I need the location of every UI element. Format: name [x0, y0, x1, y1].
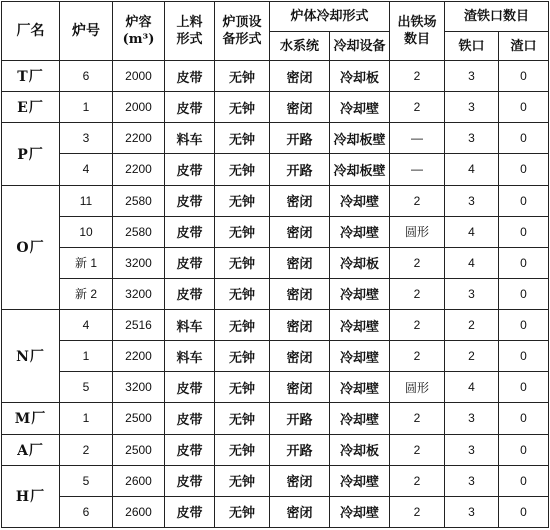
top-equipment-cell: 无钟: [215, 341, 270, 372]
table-row: [2, 465, 549, 496]
iron-notch-count-cell: 3: [445, 185, 499, 216]
top-equipment-cell: 无钟: [215, 92, 270, 123]
furnace-no-cell: 5: [60, 465, 113, 496]
top-equipment-cell: 无钟: [215, 154, 270, 185]
header-top: [215, 2, 270, 61]
header-iron-notch: 铁口: [445, 32, 499, 61]
header-slag-notch: 渣口: [499, 32, 549, 61]
volume-cell: 2200: [113, 341, 165, 372]
cooling-equipment-cell: 冷却壁: [330, 403, 390, 434]
charging-cell: 料车: [165, 310, 215, 341]
cooling-equipment-cell: 冷却板: [330, 61, 390, 92]
volume-cell: 3200: [113, 278, 165, 309]
furnace-no-cell: 新 2: [60, 278, 113, 309]
factory-name-cell: O厂: [2, 185, 60, 310]
water-system-cell: 密闭: [270, 310, 330, 341]
factory-name-cell: T厂: [2, 61, 60, 92]
charging-cell: 料车: [165, 123, 215, 154]
charging-cell: 皮带: [165, 278, 215, 309]
cooling-equipment-cell: 冷却壁: [330, 278, 390, 309]
header-factory: 厂名: [2, 2, 60, 61]
iron-notch-count-cell: 4: [445, 372, 499, 403]
volume-cell: 2580: [113, 185, 165, 216]
header-row-1: [2, 2, 549, 32]
iron-notch-count-cell: 3: [445, 465, 499, 496]
table-row: [2, 92, 549, 123]
charging-cell: 皮带: [165, 216, 215, 247]
table-row: [2, 341, 549, 372]
header-volume-line2: (m³): [122, 32, 155, 47]
charging-cell: 皮带: [165, 61, 215, 92]
water-system-cell: 密闭: [270, 372, 330, 403]
water-system-cell: 密闭: [270, 92, 330, 123]
cooling-equipment-cell: 冷却壁: [330, 372, 390, 403]
top-equipment-cell: 无钟: [215, 496, 270, 527]
furnace-no-cell: 1: [60, 92, 113, 123]
charging-cell: 皮带: [165, 185, 215, 216]
cast-house-count-cell: 2: [390, 434, 445, 465]
header-cooling-equipment: 冷却设备: [330, 32, 390, 61]
slag-notch-count-cell: 0: [499, 278, 549, 309]
table-row: [2, 185, 549, 216]
cast-house-count-cell: 2: [390, 465, 445, 496]
water-system-cell: 开路: [270, 154, 330, 185]
water-system-cell: 密闭: [270, 185, 330, 216]
volume-cell: 3200: [113, 247, 165, 278]
header-charging-line1: 上料: [176, 15, 203, 30]
slag-notch-count-cell: 0: [499, 216, 549, 247]
cooling-equipment-cell: 冷却壁: [330, 496, 390, 527]
iron-notch-count-cell: 3: [445, 92, 499, 123]
volume-cell: 2000: [113, 61, 165, 92]
header-charging: [165, 2, 215, 61]
cast-house-count-cell: 圆形: [390, 372, 445, 403]
iron-notch-count-cell: 3: [445, 123, 499, 154]
top-equipment-cell: 无钟: [215, 185, 270, 216]
cast-house-count-cell: 2: [390, 310, 445, 341]
charging-cell: 皮带: [165, 434, 215, 465]
water-system-cell: 密闭: [270, 247, 330, 278]
top-equipment-cell: 无钟: [215, 247, 270, 278]
factory-name-cell: E厂: [2, 92, 60, 123]
table-row: [2, 61, 549, 92]
header-volume-line1: 炉容: [125, 15, 152, 30]
header-cast-house: [390, 2, 445, 61]
water-system-cell: 密闭: [270, 341, 330, 372]
slag-notch-count-cell: 0: [499, 185, 549, 216]
volume-cell: 2600: [113, 496, 165, 527]
slag-notch-count-cell: 0: [499, 372, 549, 403]
table-row: [2, 216, 549, 247]
table-row: [2, 154, 549, 185]
factory-name-cell: M厂: [2, 403, 60, 434]
cooling-equipment-cell: 冷却板: [330, 434, 390, 465]
top-equipment-cell: 无钟: [215, 61, 270, 92]
iron-notch-count-cell: 4: [445, 154, 499, 185]
volume-cell: 2516: [113, 310, 165, 341]
cooling-equipment-cell: 冷却板壁: [330, 154, 390, 185]
iron-notch-count-cell: 4: [445, 247, 499, 278]
cooling-equipment-cell: 冷却壁: [330, 465, 390, 496]
cast-house-count-cell: 圆形: [390, 216, 445, 247]
furnace-no-cell: 新 1: [60, 247, 113, 278]
cooling-equipment-cell: 冷却板壁: [330, 123, 390, 154]
volume-cell: 2500: [113, 403, 165, 434]
header-tapholes: 渣铁口数目: [445, 2, 549, 32]
top-equipment-cell: 无钟: [215, 465, 270, 496]
header-top-line1: 炉顶设: [222, 15, 262, 30]
volume-cell: 3200: [113, 372, 165, 403]
top-equipment-cell: 无钟: [215, 216, 270, 247]
furnace-no-cell: 6: [60, 61, 113, 92]
table-row: [2, 372, 549, 403]
cast-house-count-cell: 2: [390, 61, 445, 92]
factory-name-cell: P厂: [2, 123, 60, 185]
water-system-cell: 密闭: [270, 465, 330, 496]
water-system-cell: 开路: [270, 403, 330, 434]
volume-cell: 2000: [113, 92, 165, 123]
cast-house-count-cell: —: [390, 123, 445, 154]
cooling-equipment-cell: 冷却板: [330, 247, 390, 278]
furnace-no-cell: 2: [60, 434, 113, 465]
volume-cell: 2200: [113, 154, 165, 185]
iron-notch-count-cell: 2: [445, 310, 499, 341]
top-equipment-cell: 无钟: [215, 123, 270, 154]
iron-notch-count-cell: 3: [445, 496, 499, 527]
blast-furnace-table: [1, 1, 549, 528]
slag-notch-count-cell: 0: [499, 123, 549, 154]
cast-house-count-cell: 2: [390, 341, 445, 372]
cooling-equipment-cell: 冷却壁: [330, 310, 390, 341]
charging-cell: 皮带: [165, 372, 215, 403]
water-system-cell: 密闭: [270, 278, 330, 309]
table-row: [2, 434, 549, 465]
top-equipment-cell: 无钟: [215, 278, 270, 309]
table-row: [2, 247, 549, 278]
volume-cell: 2500: [113, 434, 165, 465]
furnace-no-cell: 3: [60, 123, 113, 154]
table-row: [2, 496, 549, 527]
header-volume: [113, 2, 165, 61]
table-body: [2, 61, 549, 528]
slag-notch-count-cell: 0: [499, 310, 549, 341]
furnace-no-cell: 1: [60, 403, 113, 434]
charging-cell: 皮带: [165, 247, 215, 278]
furnace-no-cell: 6: [60, 496, 113, 527]
factory-name-cell: H厂: [2, 465, 60, 527]
iron-notch-count-cell: 3: [445, 61, 499, 92]
cast-house-count-cell: 2: [390, 247, 445, 278]
volume-cell: 2200: [113, 123, 165, 154]
cooling-equipment-cell: 冷却壁: [330, 92, 390, 123]
charging-cell: 皮带: [165, 465, 215, 496]
water-system-cell: 密闭: [270, 61, 330, 92]
furnace-no-cell: 5: [60, 372, 113, 403]
cast-house-count-cell: 2: [390, 496, 445, 527]
header-water-system: 水系统: [270, 32, 330, 61]
header-cast-line2: 数目: [404, 32, 431, 47]
water-system-cell: 开路: [270, 434, 330, 465]
furnace-no-cell: 4: [60, 154, 113, 185]
cast-house-count-cell: 2: [390, 278, 445, 309]
header-furnace-no: 炉号: [60, 2, 113, 61]
table-row: [2, 310, 549, 341]
iron-notch-count-cell: 2: [445, 341, 499, 372]
slag-notch-count-cell: 0: [499, 61, 549, 92]
table-row: [2, 403, 549, 434]
top-equipment-cell: 无钟: [215, 434, 270, 465]
cooling-equipment-cell: 冷却壁: [330, 216, 390, 247]
slag-notch-count-cell: 0: [499, 496, 549, 527]
iron-notch-count-cell: 3: [445, 278, 499, 309]
charging-cell: 皮带: [165, 403, 215, 434]
cast-house-count-cell: 2: [390, 185, 445, 216]
cast-house-count-cell: 2: [390, 403, 445, 434]
slag-notch-count-cell: 0: [499, 92, 549, 123]
factory-name-cell: A厂: [2, 434, 60, 465]
charging-cell: 皮带: [165, 92, 215, 123]
water-system-cell: 密闭: [270, 216, 330, 247]
furnace-no-cell: 11: [60, 185, 113, 216]
iron-notch-count-cell: 4: [445, 216, 499, 247]
top-equipment-cell: 无钟: [215, 372, 270, 403]
top-equipment-cell: 无钟: [215, 403, 270, 434]
water-system-cell: 开路: [270, 123, 330, 154]
slag-notch-count-cell: 0: [499, 434, 549, 465]
water-system-cell: 密闭: [270, 496, 330, 527]
charging-cell: 料车: [165, 341, 215, 372]
cast-house-count-cell: 2: [390, 92, 445, 123]
slag-notch-count-cell: 0: [499, 403, 549, 434]
charging-cell: 皮带: [165, 154, 215, 185]
top-equipment-cell: 无钟: [215, 310, 270, 341]
slag-notch-count-cell: 0: [499, 154, 549, 185]
header-top-line2: 备形式: [222, 32, 262, 47]
iron-notch-count-cell: 3: [445, 434, 499, 465]
table-row: [2, 278, 549, 309]
header-cast-line1: 出铁场: [397, 15, 437, 30]
table-row: [2, 123, 549, 154]
header-cooling: 炉体冷却形式: [270, 2, 390, 32]
volume-cell: 2600: [113, 465, 165, 496]
furnace-no-cell: 1: [60, 341, 113, 372]
cooling-equipment-cell: 冷却壁: [330, 341, 390, 372]
header-charging-line2: 形式: [176, 32, 203, 47]
slag-notch-count-cell: 0: [499, 465, 549, 496]
slag-notch-count-cell: 0: [499, 247, 549, 278]
slag-notch-count-cell: 0: [499, 341, 549, 372]
charging-cell: 皮带: [165, 496, 215, 527]
volume-cell: 2580: [113, 216, 165, 247]
cooling-equipment-cell: 冷却壁: [330, 185, 390, 216]
iron-notch-count-cell: 3: [445, 403, 499, 434]
furnace-no-cell: 4: [60, 310, 113, 341]
furnace-no-cell: 10: [60, 216, 113, 247]
cast-house-count-cell: —: [390, 154, 445, 185]
factory-name-cell: N厂: [2, 310, 60, 403]
